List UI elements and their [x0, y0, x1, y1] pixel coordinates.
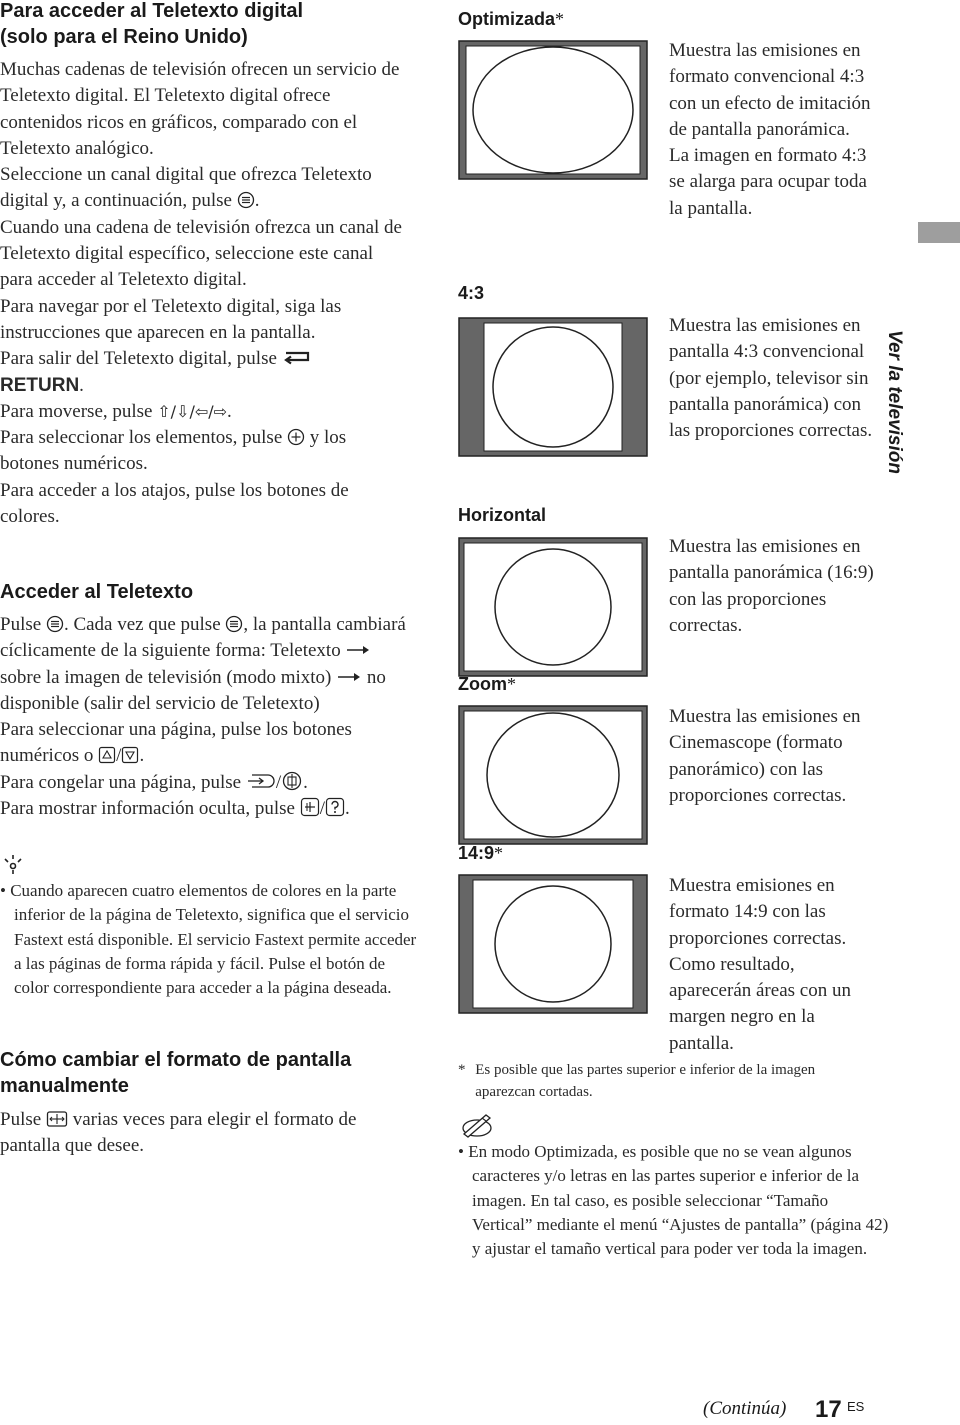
mode-label-zoom: Zoom* — [458, 674, 516, 694]
hold-icon — [246, 771, 276, 791]
mode-label-horizontal: Horizontal — [458, 505, 546, 525]
heading-access-teletext: Acceder al Teletexto — [0, 581, 194, 603]
digital-teletext-body — [0, 57, 410, 530]
continues-label: (Continúa) — [703, 1398, 787, 1419]
page-down-icon — [121, 746, 139, 764]
mode-desc-14-9: Muestra emisiones en formato 14:9 con las proporciones correctas. Como resultado, aparecerán áreas con un margen negro en la pantalla. — [669, 875, 851, 1054]
optimizada-format-diagram — [458, 40, 648, 180]
page-up-icon — [98, 746, 116, 764]
arrow-right-icon — [336, 670, 362, 684]
note-text: • En modo Optimizada, es posible que no se vean algunos caracteres y/o letras en las partes superior e inferior de la imagen. En tal caso, es posible seleccionar “Tamaño Vertical” mediante el menú “Ajustes de pantalla” (página 42) y ajustar el tamaño vertical para poder ver toda la imagen. — [458, 1142, 889, 1259]
paragraph: Pulse varias veces para elegir el formato de pantalla que desee. — [0, 1109, 357, 1157]
info-question-icon — [325, 797, 345, 817]
paragraph: Para mostrar información oculta, pulse / . — [0, 798, 350, 820]
wide-mode-icon — [46, 1110, 68, 1128]
section-tab-label: Ver la televisión — [884, 330, 905, 474]
paragraph: Para seleccionar los elementos, pulse y los botones numéricos. — [0, 427, 347, 475]
lightbulb-icon — [2, 853, 24, 875]
section-tab-marker — [918, 222, 960, 243]
paragraph: Para acceder a los atajos, pulse los botones de colores. — [0, 479, 349, 528]
pencil-note-icon — [460, 1112, 494, 1138]
hint-text: • Cuando aparecen cuatro elementos de colores en la parte inferior de la página de Teletexto, significa que el servicio Fastext está disponible. El servicio Fastext permite acceder a las páginas de forma rápida y fácil. Pulse el botón de color correspondiente para acceder a la página deseada. — [0, 881, 417, 998]
access-teletext-body — [0, 612, 410, 822]
mode-desc-horizontal: Muestra las emisiones en pantalla panorámica (16:9) con las proporciones correctas. — [669, 536, 874, 636]
footnote: * Es posible que las partes superior e inferior de la imagen aparezcan cortadas. — [458, 1062, 816, 1100]
teletext-button-icon — [225, 615, 243, 633]
paragraph: Muchas cadenas de televisión ofrecen un servicio de Teletexto digital. El Teletexto digital ofrece contenidos ricos en gráficos, comparado con el Teletexto analógico. — [0, 59, 400, 159]
mode-label-optimizada: Optimizada* — [458, 9, 565, 29]
change-format-body — [0, 1107, 410, 1160]
paragraph: Para congelar una página, pulse / . — [0, 771, 308, 793]
paragraph: Seleccione un canal digital que ofrezca Teletexto digital y, a continuación, pulse . — [0, 164, 372, 212]
arrow-right-icon — [345, 643, 371, 657]
page-language: ES — [847, 1399, 865, 1414]
paragraph: Para navegar por el Teletexto digital, siga las instrucciones que aparecen en la pantalla. — [0, 295, 342, 343]
page-number: 17 — [815, 1396, 842, 1423]
return-icon — [282, 349, 312, 367]
enter-button-icon — [287, 428, 305, 446]
horizontal-format-diagram — [458, 537, 648, 677]
paragraph: Para salir del Teletexto digital, pulse RETURN. — [0, 346, 410, 399]
paragraph: Para seleccionar una página, pulse los botones numéricos o / . — [0, 719, 352, 767]
4-3-format-diagram — [458, 317, 648, 457]
mode-desc-optimizada: Muestra las emisiones en formato convencional 4:3 con un efecto de imitación de pantalla panorámica. La imagen en formato 4:3 se alarga para ocupar toda la pantalla. — [669, 40, 871, 219]
mode-desc-4-3: Muestra las emisiones en pantalla 4:3 convencional (por ejemplo, televisor sin pantalla panorámica) con las proporciones correctas. — [669, 315, 873, 442]
teletext-button-icon — [237, 191, 255, 209]
paragraph: Pulse . Cada vez que pulse , la pantalla cambiará cíclicamente de la siguiente forma: Teletexto sobre la imagen de televisión (modo mixto) no disponible (salir del servicio de Teletexto) — [0, 614, 406, 714]
14-9-format-diagram — [458, 874, 648, 1014]
pip-hold-icon — [281, 771, 303, 791]
zoom-format-diagram — [458, 705, 648, 845]
paragraph: Para moverse, pulse ⇧/⇩/⇦/⇨. — [0, 400, 232, 422]
teletext-button-icon — [46, 615, 64, 633]
paragraph: Cuando una cadena de televisión ofrezca un canal de Teletexto digital específico, seleccione este canal para acceder al Teletexto digital. — [0, 216, 402, 291]
heading-digital-teletext: Para acceder al Teletexto digital (solo para el Reino Unido) — [0, 0, 304, 48]
mode-label-14-9: 14:9* — [458, 843, 504, 863]
mode-label-4-3: 4:3 — [458, 283, 485, 303]
mode-desc-zoom: Muestra las emisiones en Cinemascope (formato panorámico) con las proporciones correctas. — [669, 706, 861, 806]
arrow-keys-icon: ⇧/⇩/⇦/⇨ — [157, 401, 228, 421]
reveal-icon — [300, 797, 320, 817]
heading-change-format: Cómo cambiar el formato de pantalla manualmente — [0, 1049, 352, 1097]
